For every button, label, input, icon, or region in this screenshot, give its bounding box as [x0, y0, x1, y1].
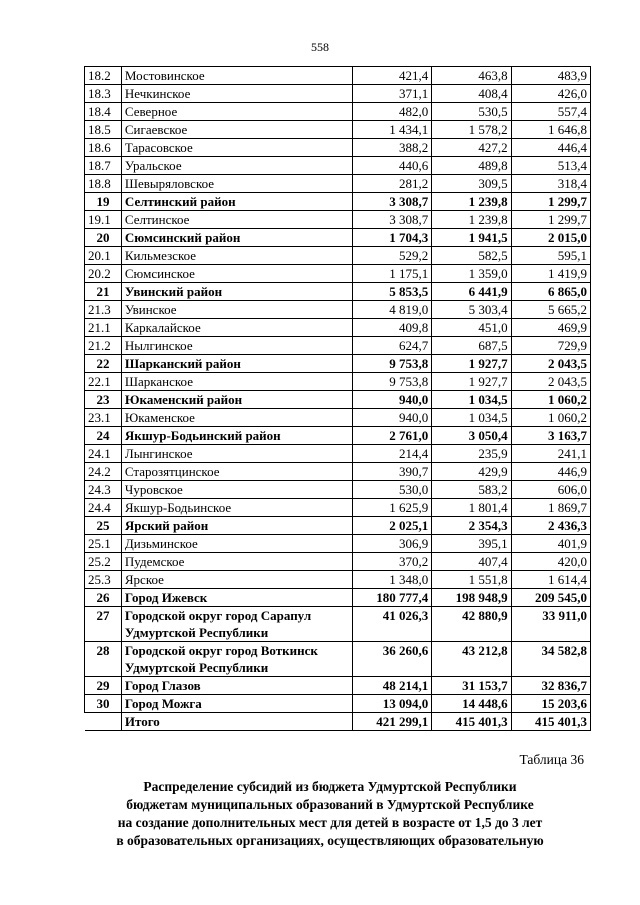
value-year3-cell: 6 865,0 — [511, 283, 590, 301]
value-year3-cell: 483,9 — [511, 67, 590, 85]
municipality-name-cell: Город Ижевск — [121, 589, 352, 607]
value-year2-cell: 1 034,5 — [432, 391, 511, 409]
value-year3-cell: 1 614,4 — [511, 571, 590, 589]
municipality-name-cell: Сигаевское — [121, 121, 352, 139]
value-year1-cell: 940,0 — [352, 391, 431, 409]
value-year2-cell: 1 927,7 — [432, 355, 511, 373]
table-row — [85, 103, 591, 121]
table-row — [85, 535, 591, 553]
municipality-name-cell: Кильмезское — [121, 247, 352, 265]
row-number-cell: 23 — [85, 391, 122, 409]
municipality-name-cell: Нылгинское — [121, 337, 352, 355]
value-year2-cell: 408,4 — [432, 85, 511, 103]
row-number-cell: 20.2 — [85, 265, 122, 283]
row-number-cell: 20 — [85, 229, 122, 247]
table-row — [85, 121, 591, 139]
table-row — [85, 481, 591, 499]
value-year3-cell: 420,0 — [511, 553, 590, 571]
value-year2-cell: 427,2 — [432, 139, 511, 157]
value-year2-cell: 1 239,8 — [432, 211, 511, 229]
municipality-name-cell: Селтинский район — [121, 193, 352, 211]
municipality-name-cell: Шарканское — [121, 373, 352, 391]
value-year3-cell: 241,1 — [511, 445, 590, 463]
table-row — [85, 229, 591, 247]
value-year1-cell: 388,2 — [352, 139, 431, 157]
municipality-name-cell: Город Глазов — [121, 677, 352, 695]
value-year2-cell: 429,9 — [432, 463, 511, 481]
table-row — [85, 642, 591, 677]
value-year3-cell: 209 545,0 — [511, 589, 590, 607]
value-year1-cell: 940,0 — [352, 409, 431, 427]
value-year3-cell: 595,1 — [511, 247, 590, 265]
table-caption — [60, 778, 600, 850]
value-year3-cell: 3 163,7 — [511, 427, 590, 445]
table-row — [85, 355, 591, 373]
table-row — [85, 409, 591, 427]
value-year1-cell: 1 625,9 — [352, 499, 431, 517]
value-year3-cell: 2 436,3 — [511, 517, 590, 535]
table-row — [85, 677, 591, 695]
table-row — [85, 373, 591, 391]
value-year1-cell: 1 175,1 — [352, 265, 431, 283]
value-year3-cell: 1 419,9 — [511, 265, 590, 283]
value-year3-cell: 1 299,7 — [511, 193, 590, 211]
caption-line: бюджетам муниципальных образований в Удмуртской Республике — [126, 797, 534, 812]
municipality-name-cell: Уральское — [121, 157, 352, 175]
value-year2-cell: 309,5 — [432, 175, 511, 193]
value-year2-cell: 43 212,8 — [432, 642, 511, 677]
value-year3-cell: 1 869,7 — [511, 499, 590, 517]
value-year3-cell: 557,4 — [511, 103, 590, 121]
row-number-cell: 30 — [85, 695, 122, 713]
municipality-name-cell: Нечкинское — [121, 85, 352, 103]
value-year1-cell: 36 260,6 — [352, 642, 431, 677]
value-year1-cell: 2 025,1 — [352, 517, 431, 535]
value-year2-cell: 2 354,3 — [432, 517, 511, 535]
value-year2-cell: 463,8 — [432, 67, 511, 85]
table-row — [85, 193, 591, 211]
value-year2-cell: 489,8 — [432, 157, 511, 175]
value-year2-cell: 583,2 — [432, 481, 511, 499]
municipality-name-cell: Дизьминское — [121, 535, 352, 553]
row-number-cell: 18.8 — [85, 175, 122, 193]
value-year2-cell: 198 948,9 — [432, 589, 511, 607]
table-row — [85, 391, 591, 409]
value-year2-cell: 1 927,7 — [432, 373, 511, 391]
caption-line: Распределение субсидий из бюджета Удмуртской Республики — [143, 779, 517, 794]
table-row — [85, 463, 591, 481]
value-year2-cell: 1 801,4 — [432, 499, 511, 517]
value-year3-cell: 1 299,7 — [511, 211, 590, 229]
caption-line: на создание дополнительных мест для детей в возрасте от 1,5 до 3 лет — [117, 815, 543, 830]
row-number-cell: 18.7 — [85, 157, 122, 175]
value-year2-cell: 14 448,6 — [432, 695, 511, 713]
row-number-cell: 25 — [85, 517, 122, 535]
value-year1-cell: 48 214,1 — [352, 677, 431, 695]
value-year3-cell: 513,4 — [511, 157, 590, 175]
table-row — [85, 695, 591, 713]
row-number-cell: 28 — [85, 642, 122, 677]
value-year3-cell: 1 646,8 — [511, 121, 590, 139]
value-year2-cell: 1 578,2 — [432, 121, 511, 139]
table-row — [85, 445, 591, 463]
municipality-name-cell: Шевыряловское — [121, 175, 352, 193]
municipality-name-cell: Каркалайское — [121, 319, 352, 337]
value-year3-cell: 5 665,2 — [511, 301, 590, 319]
table-row — [85, 319, 591, 337]
subsidy-table — [84, 66, 591, 731]
row-number-cell: 24.4 — [85, 499, 122, 517]
value-year3-cell: 1 060,2 — [511, 391, 590, 409]
value-year3-cell: 446,4 — [511, 139, 590, 157]
value-year1-cell: 4 819,0 — [352, 301, 431, 319]
row-number-cell: 18.3 — [85, 85, 122, 103]
value-year1-cell: 3 308,7 — [352, 193, 431, 211]
value-year3-cell: 606,0 — [511, 481, 590, 499]
row-number-cell: 25.2 — [85, 553, 122, 571]
value-year2-cell: 687,5 — [432, 337, 511, 355]
value-year1-cell: 180 777,4 — [352, 589, 431, 607]
row-number-cell: 21.3 — [85, 301, 122, 319]
value-year1-cell: 371,1 — [352, 85, 431, 103]
table-row — [85, 427, 591, 445]
municipality-name-cell: Город Можга — [121, 695, 352, 713]
value-year3-cell: 446,9 — [511, 463, 590, 481]
value-year1-cell: 440,6 — [352, 157, 431, 175]
row-number-cell: 29 — [85, 677, 122, 695]
value-year3-cell: 34 582,8 — [511, 642, 590, 677]
value-year1-cell: 5 853,5 — [352, 283, 431, 301]
row-number-cell: 18.4 — [85, 103, 122, 121]
value-year3-cell: 2 015,0 — [511, 229, 590, 247]
municipality-name-cell: Итого — [121, 713, 352, 731]
row-number-cell: 23.1 — [85, 409, 122, 427]
value-year2-cell: 31 153,7 — [432, 677, 511, 695]
municipality-name-cell: Северное — [121, 103, 352, 121]
row-number-cell: 18.5 — [85, 121, 122, 139]
value-year2-cell: 1 941,5 — [432, 229, 511, 247]
value-year1-cell: 2 761,0 — [352, 427, 431, 445]
value-year2-cell: 451,0 — [432, 319, 511, 337]
table-row — [85, 175, 591, 193]
table-row — [85, 211, 591, 229]
row-number-cell: 21 — [85, 283, 122, 301]
municipality-name-cell: Ярский район — [121, 517, 352, 535]
table-row — [85, 67, 591, 85]
table-row — [85, 301, 591, 319]
municipality-name-cell: Городской округ город Воткинск Удмуртской Республики — [121, 642, 352, 677]
value-year3-cell: 401,9 — [511, 535, 590, 553]
value-year1-cell: 1 348,0 — [352, 571, 431, 589]
value-year1-cell: 9 753,8 — [352, 373, 431, 391]
value-year2-cell: 395,1 — [432, 535, 511, 553]
value-year2-cell: 407,4 — [432, 553, 511, 571]
row-number-cell: 18.6 — [85, 139, 122, 157]
table-row — [85, 85, 591, 103]
municipality-name-cell: Сюмсинский район — [121, 229, 352, 247]
value-year1-cell: 530,0 — [352, 481, 431, 499]
municipality-name-cell: Якшур-Бодьинское — [121, 499, 352, 517]
value-year3-cell: 15 203,6 — [511, 695, 590, 713]
row-number-cell: 22 — [85, 355, 122, 373]
value-year2-cell: 1 359,0 — [432, 265, 511, 283]
value-year2-cell: 415 401,3 — [432, 713, 511, 731]
table-row — [85, 589, 591, 607]
municipality-name-cell: Селтинское — [121, 211, 352, 229]
row-number-cell: 20.1 — [85, 247, 122, 265]
municipality-name-cell: Пудемское — [121, 553, 352, 571]
value-year1-cell: 1 434,1 — [352, 121, 431, 139]
value-year1-cell: 41 026,3 — [352, 607, 431, 642]
value-year3-cell: 415 401,3 — [511, 713, 590, 731]
row-number-cell: 25.1 — [85, 535, 122, 553]
row-number-cell: 24 — [85, 427, 122, 445]
value-year2-cell: 1 551,8 — [432, 571, 511, 589]
municipality-name-cell: Юкаменский район — [121, 391, 352, 409]
value-year1-cell: 306,9 — [352, 535, 431, 553]
row-number-cell: 18.2 — [85, 67, 122, 85]
value-year3-cell: 469,9 — [511, 319, 590, 337]
value-year1-cell: 1 704,3 — [352, 229, 431, 247]
table-row — [85, 517, 591, 535]
value-year1-cell: 421 299,1 — [352, 713, 431, 731]
table-row — [85, 283, 591, 301]
table-row — [85, 571, 591, 589]
municipality-name-cell: Шарканский район — [121, 355, 352, 373]
value-year2-cell: 5 303,4 — [432, 301, 511, 319]
value-year1-cell: 13 094,0 — [352, 695, 431, 713]
value-year3-cell: 2 043,5 — [511, 373, 590, 391]
value-year2-cell: 1 239,8 — [432, 193, 511, 211]
row-number-cell: 19.1 — [85, 211, 122, 229]
value-year1-cell: 9 753,8 — [352, 355, 431, 373]
value-year1-cell: 281,2 — [352, 175, 431, 193]
value-year3-cell: 2 043,5 — [511, 355, 590, 373]
municipality-name-cell: Городской округ город Сарапул Удмуртской Республики — [121, 607, 352, 642]
page-number: 558 — [311, 40, 329, 54]
caption-line: в образовательных организациях, осуществляющих образовательную — [116, 833, 544, 848]
row-number-cell — [85, 713, 122, 731]
value-year2-cell: 530,5 — [432, 103, 511, 121]
municipality-name-cell: Мостовинское — [121, 67, 352, 85]
table-row — [85, 265, 591, 283]
municipality-name-cell: Старозятцинское — [121, 463, 352, 481]
value-year1-cell: 3 308,7 — [352, 211, 431, 229]
row-number-cell: 19 — [85, 193, 122, 211]
value-year1-cell: 624,7 — [352, 337, 431, 355]
municipality-name-cell: Ярское — [121, 571, 352, 589]
subsidy-table-body — [85, 67, 591, 731]
row-number-cell: 21.2 — [85, 337, 122, 355]
value-year3-cell: 318,4 — [511, 175, 590, 193]
table-row — [85, 499, 591, 517]
value-year3-cell: 32 836,7 — [511, 677, 590, 695]
table-label: Таблица 36 — [519, 752, 584, 767]
row-number-cell: 25.3 — [85, 571, 122, 589]
row-number-cell: 27 — [85, 607, 122, 642]
table-row — [85, 157, 591, 175]
table-row — [85, 607, 591, 642]
value-year3-cell: 33 911,0 — [511, 607, 590, 642]
municipality-name-cell: Тарасовское — [121, 139, 352, 157]
municipality-name-cell: Юкаменское — [121, 409, 352, 427]
value-year2-cell: 3 050,4 — [432, 427, 511, 445]
municipality-name-cell: Якшур-Бодьинский район — [121, 427, 352, 445]
total-row — [85, 713, 591, 731]
row-number-cell: 26 — [85, 589, 122, 607]
value-year3-cell: 426,0 — [511, 85, 590, 103]
row-number-cell: 21.1 — [85, 319, 122, 337]
value-year1-cell: 421,4 — [352, 67, 431, 85]
value-year1-cell: 370,2 — [352, 553, 431, 571]
row-number-cell: 22.1 — [85, 373, 122, 391]
row-number-cell: 24.1 — [85, 445, 122, 463]
value-year2-cell: 582,5 — [432, 247, 511, 265]
value-year2-cell: 42 880,9 — [432, 607, 511, 642]
value-year1-cell: 529,2 — [352, 247, 431, 265]
value-year1-cell: 390,7 — [352, 463, 431, 481]
table-row — [85, 139, 591, 157]
table-row — [85, 337, 591, 355]
row-number-cell: 24.3 — [85, 481, 122, 499]
table-row — [85, 247, 591, 265]
municipality-name-cell: Увинский район — [121, 283, 352, 301]
value-year2-cell: 235,9 — [432, 445, 511, 463]
value-year2-cell: 6 441,9 — [432, 283, 511, 301]
municipality-name-cell: Сюмсинское — [121, 265, 352, 283]
municipality-name-cell: Увинское — [121, 301, 352, 319]
value-year2-cell: 1 034,5 — [432, 409, 511, 427]
value-year1-cell: 409,8 — [352, 319, 431, 337]
table-row — [85, 553, 591, 571]
municipality-name-cell: Лынгинское — [121, 445, 352, 463]
value-year3-cell: 729,9 — [511, 337, 590, 355]
row-number-cell: 24.2 — [85, 463, 122, 481]
municipality-name-cell: Чуровское — [121, 481, 352, 499]
value-year1-cell: 214,4 — [352, 445, 431, 463]
value-year3-cell: 1 060,2 — [511, 409, 590, 427]
value-year1-cell: 482,0 — [352, 103, 431, 121]
